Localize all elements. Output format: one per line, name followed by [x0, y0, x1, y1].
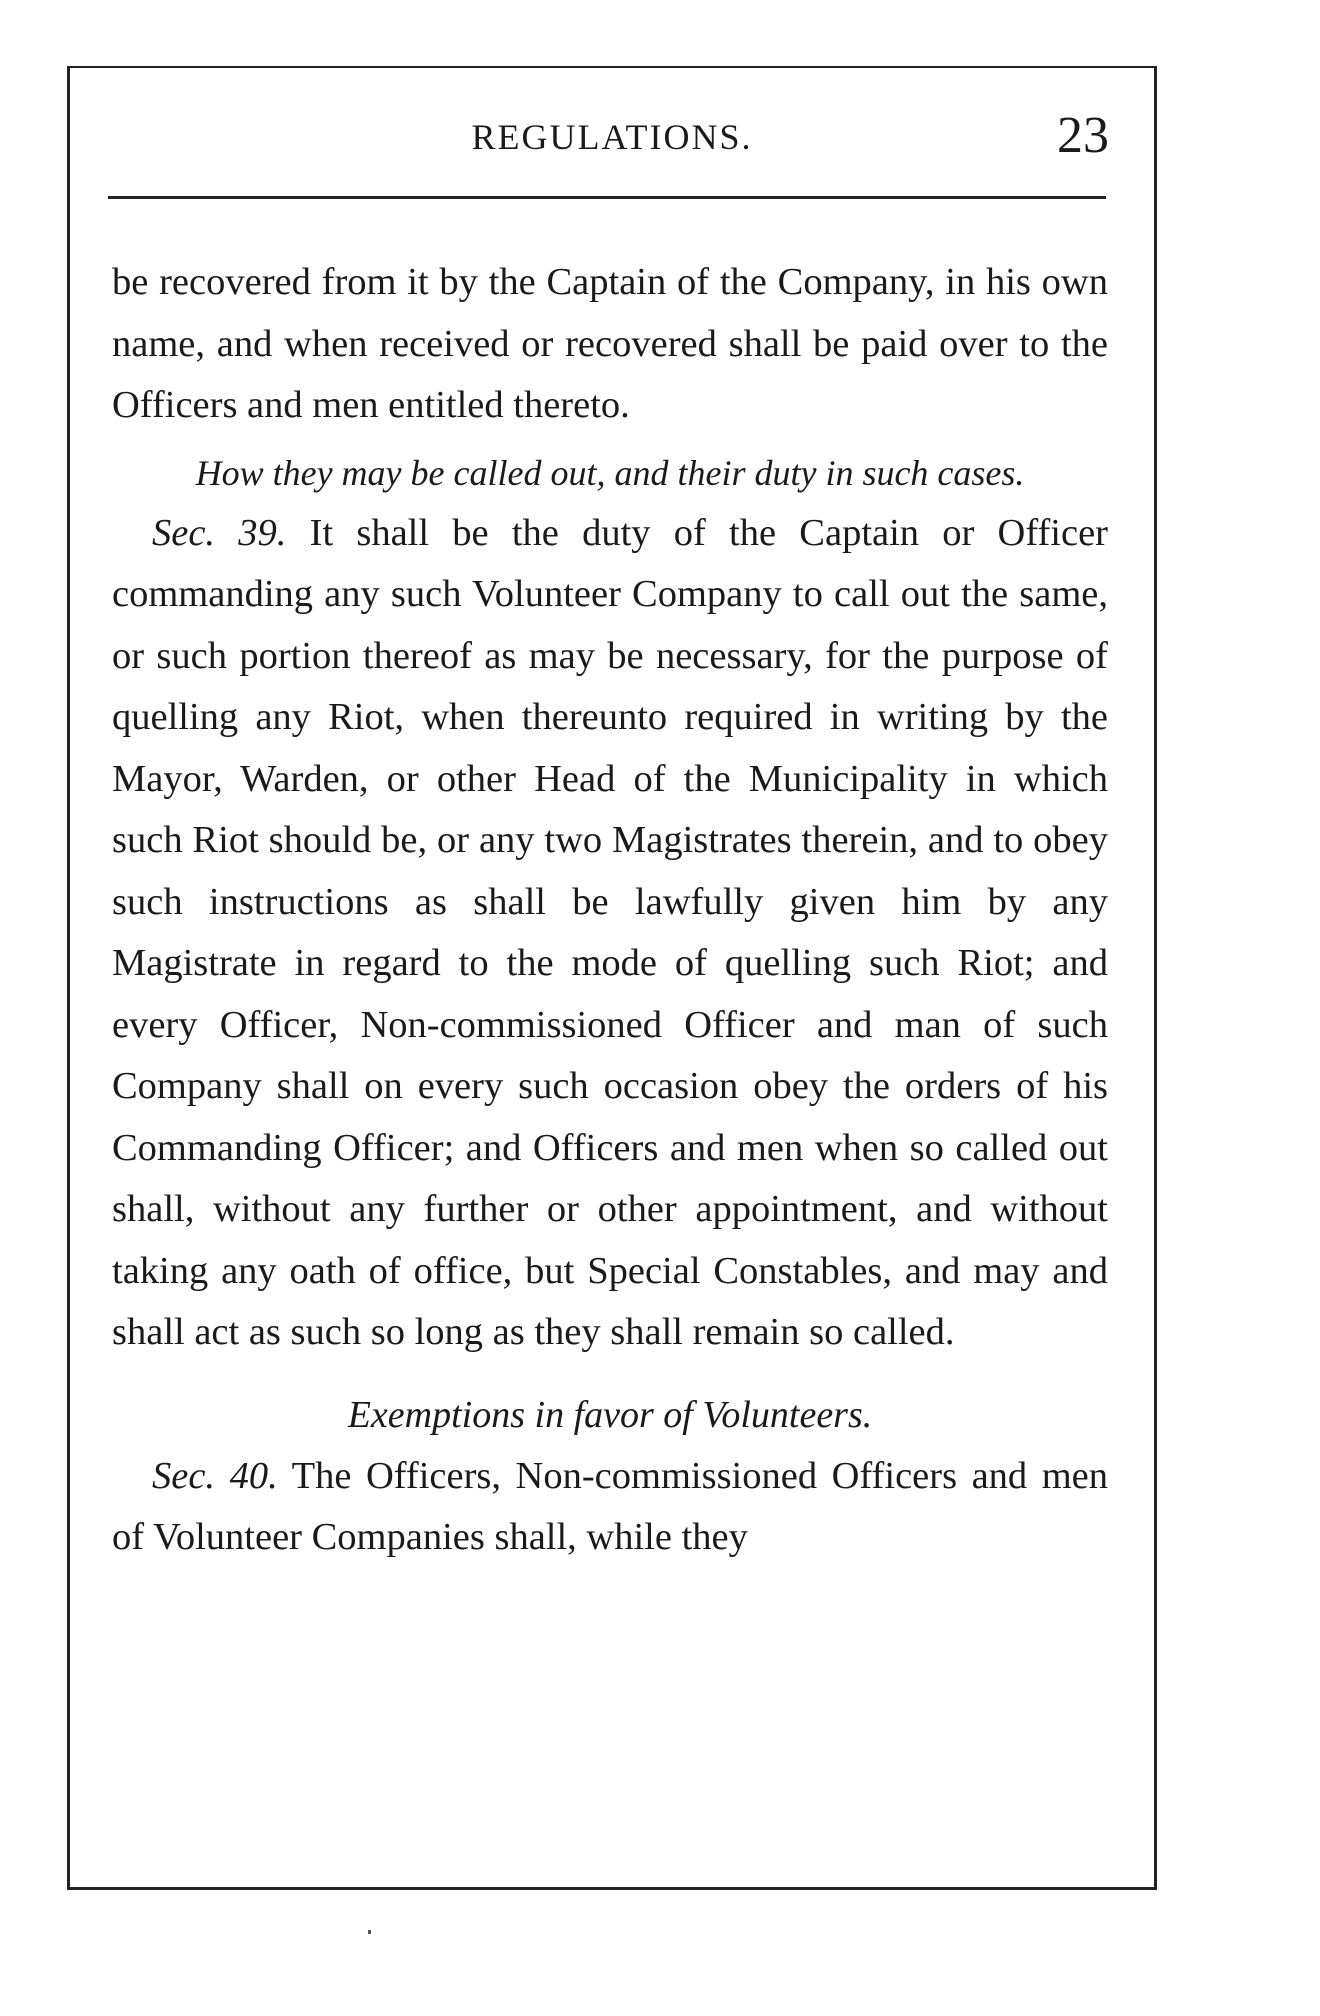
running-header	[67, 107, 1157, 170]
header-rule	[108, 196, 1106, 199]
continuation-paragraph: be recovered from it by the Captain of the Company, in his own name, and when received or recovered shall be paid over to the Officers and men entitled thereto.	[112, 261, 1108, 426]
section-40-text: The Officers, Non-commissioned Officers and men of Volunteer Companies shall, while they	[112, 1454, 1108, 1558]
section-39-text: It shall be the duty of the Captain or Officer commanding any such Volunteer Company to call out the same, or such portion thereof as may be necessary, for the purpose of quelling any Riot, when thereunto required in writing by the Mayor, Warden, or other Head of the Municipality in which such Riot should be, or any two Magistrates therein, and to obey such instructions as shall be lawfully given him by any Magistrate in regard to the mode of quelling such Riot; and every Officer, Non-commissioned Officer and man of such Company shall on every such occasion obey the orders of his Commanding Officer; and Officers and men when so called out shall, without any further or other appointment, and without taking any oath of office, but Special Constables, and may and shall act as such so long as they shall remain so called.	[112, 511, 1108, 1353]
page-number: 23	[1057, 107, 1109, 164]
section-heading-exemptions: Exemptions in favor of Volunteers.	[347, 1393, 873, 1436]
section-40-paragraph	[112, 1446, 1108, 1569]
section-heading-called-out: How they may be called out, and their duty in such cases.	[195, 452, 1025, 493]
body-text	[112, 252, 1108, 1569]
section-39-label: Sec. 39.	[152, 511, 287, 554]
running-title: REGULATIONS.	[471, 117, 753, 157]
print-speck	[368, 1930, 371, 1934]
section-39-paragraph	[112, 503, 1108, 1364]
section-40-label: Sec. 40.	[152, 1454, 278, 1497]
